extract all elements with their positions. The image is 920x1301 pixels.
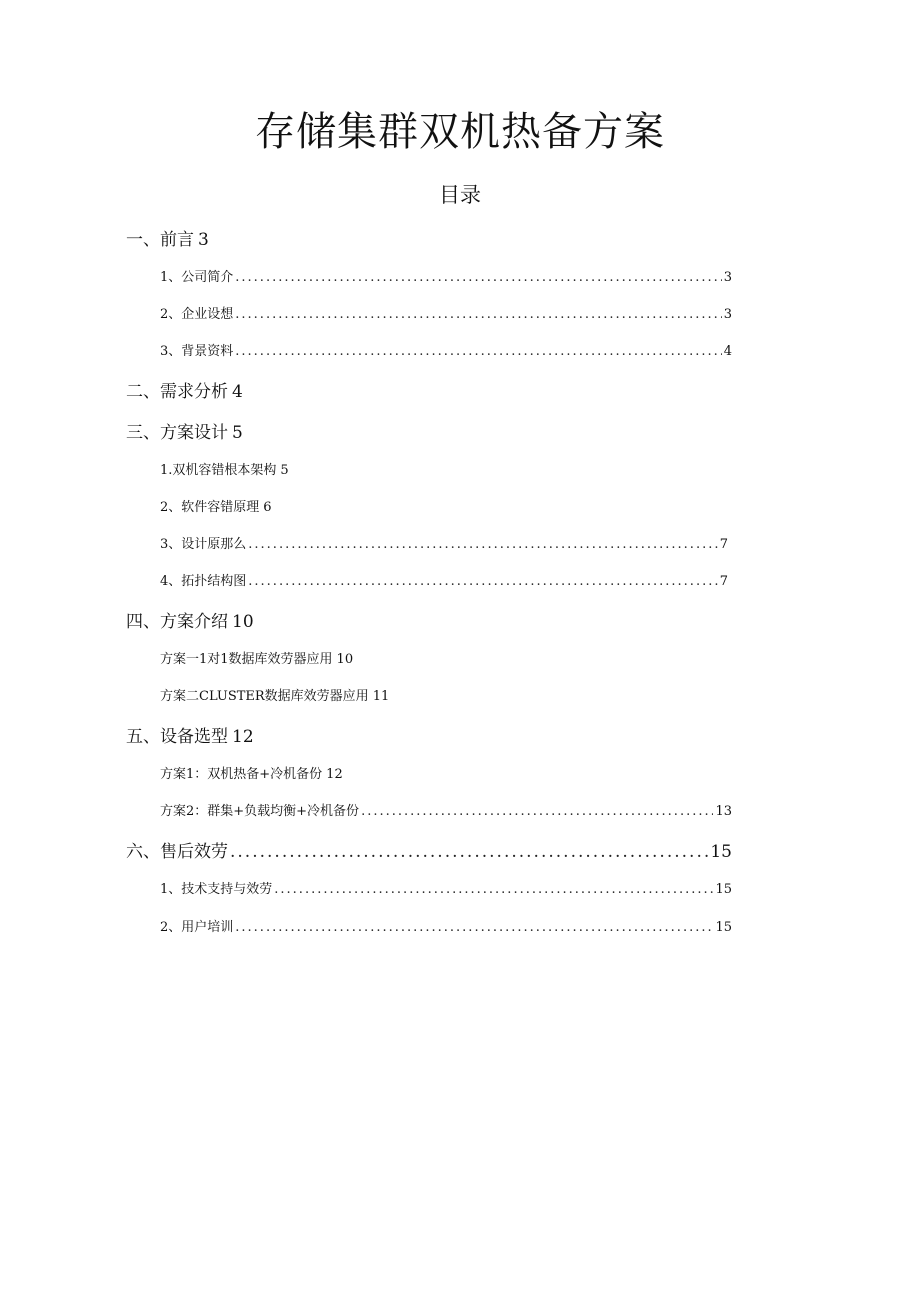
toc-entry-label: 2、用户培训: [160, 920, 234, 935]
toc-entry-page: 7: [719, 537, 728, 552]
toc-entry-label: 1.双机容错根本架构: [160, 463, 277, 478]
toc-entry-solution-one[interactable]: [160, 650, 353, 670]
toc-entry-page: 15: [715, 920, 732, 935]
toc-entry-company-profile[interactable]: [160, 268, 732, 288]
toc-entry-label: 五、设备选型: [126, 727, 228, 747]
toc-entry-page: 11: [372, 689, 390, 704]
toc-entry-software-fault-tolerance[interactable]: [160, 498, 272, 518]
toc-entry-label: 方案1：双机热备+冷机备份: [160, 767, 323, 782]
toc-entry-label: 2、企业设想: [160, 307, 234, 322]
toc-entry-page: 5: [232, 423, 243, 443]
toc-entry-label: 1、公司简介: [160, 270, 234, 285]
toc-entry-label: 方案二CLUSTER数据库效劳器应用: [160, 689, 369, 704]
toc-entry-page: 4: [232, 382, 243, 402]
toc-entry-equipment-selection[interactable]: [126, 725, 254, 749]
toc-entry-page: 13: [715, 804, 732, 819]
toc-entry-solution-intro[interactable]: [126, 610, 254, 634]
toc-entry-user-training[interactable]: [160, 918, 732, 938]
toc-entry-label: 方案一1对1数据库效劳器应用: [160, 652, 333, 667]
toc-entry-design-principles[interactable]: [160, 535, 728, 555]
toc-entry-label: 4、拓扑结构图: [160, 574, 247, 589]
toc-entry-page: 12: [232, 727, 254, 747]
toc-entry-page: 15: [710, 842, 732, 862]
toc-entry-page: 3: [198, 230, 209, 250]
toc-entry-page: 3: [723, 270, 732, 285]
toc-entry-after-sales[interactable]: [126, 840, 732, 864]
toc-entry-page: 5: [280, 463, 289, 478]
toc-entry-label: 三、方案设计: [126, 423, 228, 443]
dot-leader: [235, 305, 721, 325]
toc-entry-label: 一、前言: [126, 230, 194, 250]
toc-entry-label: 3、设计原那么: [160, 537, 247, 552]
toc-entry-plan-1[interactable]: [160, 765, 343, 785]
toc-entry-page: 10: [336, 652, 354, 667]
toc-entry-page: 4: [723, 344, 732, 359]
dot-leader: [274, 880, 713, 900]
toc-entry-plan-2[interactable]: [160, 802, 732, 822]
toc-entry-label: 3、背景资料: [160, 344, 234, 359]
toc-entry-tech-support[interactable]: [160, 880, 732, 900]
dot-leader: [361, 802, 713, 822]
toc-entry-background[interactable]: [160, 342, 732, 362]
toc-entry-page: 3: [723, 307, 732, 322]
toc-entry-label: 四、方案介绍: [126, 612, 228, 632]
toc-entry-page: 10: [232, 612, 254, 632]
toc-entry-page: 15: [715, 882, 732, 897]
toc-entry-enterprise-vision[interactable]: [160, 305, 732, 325]
toc-entry-page: 6: [263, 500, 272, 515]
toc-entry-label: 二、需求分析: [126, 382, 228, 402]
toc-entry-dual-fault-tolerance-arch[interactable]: [160, 461, 289, 481]
toc-entry-page: 12: [326, 767, 343, 782]
toc-entry-topology[interactable]: [160, 572, 728, 592]
document-title: 存储集群双机热备方案: [255, 109, 665, 155]
dot-leader: [235, 268, 721, 288]
toc-heading: 目录: [439, 183, 481, 207]
toc-entry-label: 六、售后效劳: [126, 842, 228, 862]
toc-entry-page: 7: [719, 574, 728, 589]
dot-leader: [235, 918, 713, 938]
dot-leader: [248, 572, 717, 592]
toc-entry-requirements[interactable]: [126, 380, 243, 404]
toc-entry-preface[interactable]: [126, 228, 209, 252]
dot-leader: [248, 535, 717, 555]
toc-entry-solution-design[interactable]: [126, 421, 243, 445]
toc-entry-solution-two[interactable]: [160, 687, 389, 707]
toc-entry-label: 2、软件容错原理: [160, 500, 260, 515]
dot-leader: [235, 342, 721, 362]
dot-leader: [230, 840, 708, 864]
toc-entry-label: 方案2：群集+负载均衡+冷机备份: [160, 804, 360, 819]
toc-entry-label: 1、技术支持与效劳: [160, 882, 273, 897]
